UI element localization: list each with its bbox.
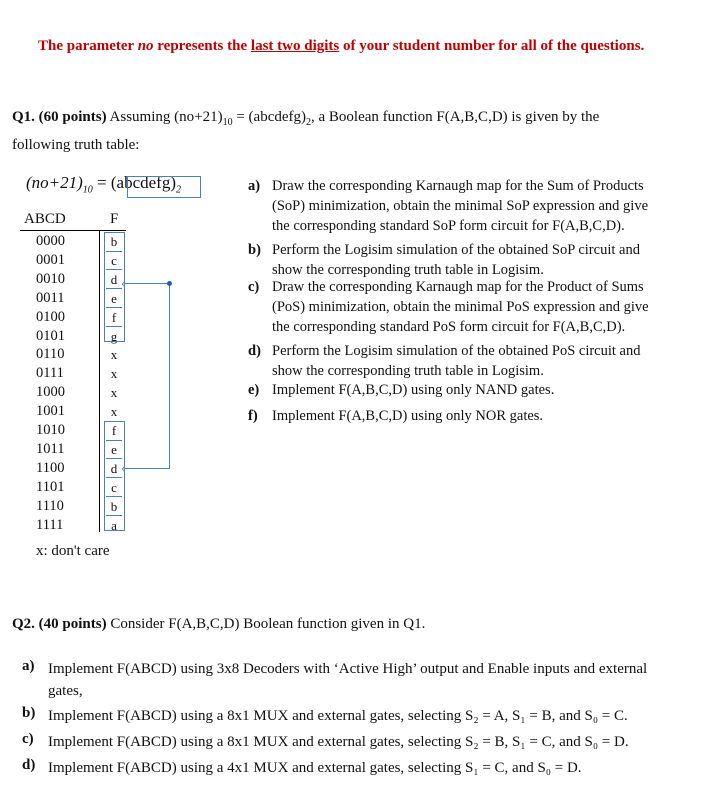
connector-dot — [167, 281, 172, 286]
item-text: Implement F(ABCD) using 3x8 Decoders with ‘Active High’ output and Enable inputs and external gates, — [48, 661, 648, 699]
table-row-abcd: 1010 — [36, 422, 65, 438]
table-row-f: c — [111, 479, 117, 495]
table-row-f: b — [110, 498, 118, 514]
header-abcd: ABCD — [24, 211, 66, 227]
part-text: Perform the Logisim simulation of the obtained SoP circuit and show the corresponding truth table in Logisim. — [272, 242, 640, 278]
table-row-abcd: 0110 — [36, 346, 65, 363]
item-text: Implement F(ABCD) using a 4x1 MUX and external gates, selecting S₁ = C, and S₀ = D. — [48, 760, 582, 776]
table-row-abcd: 0000 — [36, 233, 65, 249]
dont-care-note: x: don't care — [36, 543, 110, 559]
table-row-f: c — [111, 252, 117, 268]
part-text: Implement F(A,B,C,D) using only NAND gates. — [272, 382, 555, 398]
part-label: b) — [248, 242, 261, 258]
q1-intro-line2: following truth table: — [12, 137, 140, 153]
q2-item-b — [12, 705, 628, 727]
table-row-f: x — [110, 366, 118, 382]
table-row-f: a — [111, 517, 117, 533]
table-row-abcd: 0101 — [36, 327, 65, 344]
table-row-abcd: 0011 — [36, 289, 65, 306]
arrow-left-icon-bottom: ‹ — [121, 460, 126, 475]
table-row-abcd: 0010 — [36, 270, 65, 287]
item-label: b) — [22, 705, 36, 721]
table-row-f: g — [110, 328, 118, 344]
q1-part-e — [248, 380, 554, 400]
connector-horizontal-top — [124, 283, 170, 284]
arrow-left-icon-top: ‹ — [121, 275, 126, 290]
table-row-f: f — [111, 309, 117, 325]
part-label: d) — [248, 343, 261, 359]
table-row-abcd: 1001 — [36, 403, 65, 420]
part-label: a) — [248, 178, 261, 194]
connector-horizontal-bottom — [124, 468, 170, 469]
q1-part-a — [248, 176, 648, 236]
q1-part-c — [248, 277, 649, 337]
part-text: Draw the corresponding Karnaugh map for the Product of Sums (PoS) minimization, obtain the minimal PoS expression and give the corresponding standard PoS form circuit for F(A,B,C,D). — [272, 279, 649, 335]
equation-highlight-box — [127, 176, 201, 198]
table-row-f: b — [110, 234, 118, 249]
table-row-f: x — [110, 347, 118, 363]
table-row-f: f — [111, 423, 117, 438]
table-column-divider — [99, 230, 100, 532]
table-row-f: x — [110, 385, 118, 401]
q1-part-b — [248, 240, 640, 280]
item-text: Implement F(ABCD) using a 8x1 MUX and external gates, selecting S₂ = A, S₁ = B, and S₀ = C. — [48, 708, 628, 724]
table-row-abcd: 1011 — [36, 440, 65, 457]
part-label: c) — [248, 279, 260, 295]
part-text: Draw the corresponding Karnaugh map for the Sum of Products (SoP) minimization, obtain the minimal SoP expression and give the corresponding standard SoP form circuit for F(A,B,C,D). — [272, 178, 649, 234]
q2-item-a — [12, 658, 647, 702]
item-label: d) — [22, 757, 36, 773]
connector-vertical — [169, 283, 170, 468]
f-box-bottom — [104, 421, 125, 531]
item-label: c) — [22, 731, 34, 747]
table-row-abcd: 1100 — [36, 459, 65, 476]
item-label: a) — [22, 658, 35, 674]
table-row-f: e — [111, 290, 117, 306]
table-row-abcd: 0100 — [36, 308, 65, 325]
table-row-f: d — [110, 460, 118, 476]
q2-intro: Q2. (40 points) Consider F(A,B,C,D) Boolean function given in Q1. — [12, 616, 426, 632]
q1-part-d — [248, 341, 640, 381]
table-row-abcd: 1110 — [36, 497, 64, 514]
table-header-divider — [20, 230, 126, 231]
note-underlined: last two digits — [250, 38, 340, 54]
part-text: Perform the Logisim simulation of the obtained PoS circuit and show the corresponding truth table in Logisim. — [272, 343, 641, 379]
table-row-abcd: 1000 — [36, 384, 65, 401]
part-label: e) — [248, 382, 260, 398]
table-row-abcd: 0001 — [36, 251, 65, 268]
table-equation: $(no+21)_{10}$ = $(abcdefg)_2$ — [26, 173, 182, 196]
header-f: F — [110, 211, 119, 227]
table-row-f: e — [111, 441, 117, 457]
q2-item-d — [12, 757, 582, 779]
part-label: f) — [248, 408, 258, 424]
q2-label: Q2. (40 points) — [12, 616, 107, 632]
q2-item-c — [12, 731, 629, 753]
parameter-note: The parameter no represents the last two digits of your student number for all of the questions. — [38, 38, 645, 54]
item-text: Implement F(ABCD) using a 8x1 MUX and external gates, selecting S₂ = B, S₁ = C, and S₀ = D. — [48, 734, 629, 750]
table-row-abcd: 0111 — [36, 365, 64, 382]
q1-part-f — [248, 406, 543, 426]
q1-intro: Q1. (60 points) Assuming $(no+21)_{10}$ = $(abcdefg)_2$, a Boolean function F(A,B,C,D) is given by the — [12, 109, 600, 128]
q1-label: Q1. (60 points) — [12, 109, 107, 125]
table-row-abcd: 1111 — [36, 516, 64, 533]
table-row-f: d — [110, 271, 118, 287]
table-row-f: x — [110, 404, 118, 420]
table-row-abcd: 1101 — [36, 478, 65, 495]
part-text: Implement F(A,B,C,D) using only NOR gates. — [272, 408, 544, 424]
